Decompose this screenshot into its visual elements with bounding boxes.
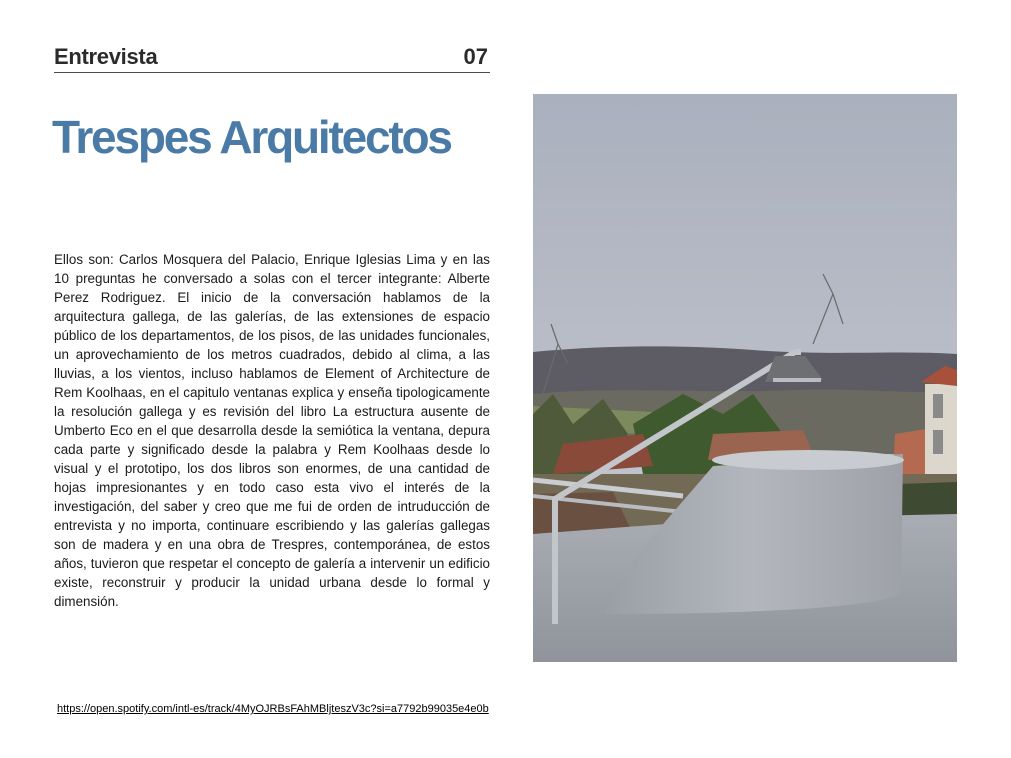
article-body: Ellos son: Carlos Mosquera del Palacio, Enrique Iglesias Lima y en las 10 preguntas he conversado a solas con el tercer integrante: Alberte Perez Rodriguez. El inicio de la conversación hablamos de la arquitectura gallega, de las galerías, de las extensiones de espacio público de los departamentos, de los pisos, de las unidades funcionales, un aprovechamiento de los metros cuadrados, debido al clima, a las lluvias, a los vientos, incluso hablamos de Element of Architecture de Rem Koolhaas, en el capitulo ventanas explica y enseña tipologicamente la resolución gallega y es revisión del libro La estructura ausente de Umberto Eco en el que desarrolla desde la semiótica la ventana, depura cada parte y significado desde la palabra y Rem Koolhaas desde lo visual y el prototipo, los dos libros son enormes, de una cantidad de hojas impresionantes y en todo caso esta vivo el interés de la investigación, del saber y creo que me fui de orden de intruducción de entrevista y no importa, continuare escribiendo y las galerías gallegas son de madera y en una obra de Trespres, contemporánea, de estos años, tuvieron que respetar el concepto de galería a intervenir un edificio existe, reconstruir y producir la unidad urbana desde lo formal y dimensión. [54, 252, 490, 609]
section-label: Entrevista [54, 44, 158, 69]
architecture-photo [533, 94, 957, 662]
article-title: Trespes Arquitectos [52, 111, 451, 163]
page-header [54, 42, 490, 73]
page-number: 07 [463, 44, 488, 69]
spotify-link[interactable]: https://open.spotify.com/intl-es/track/4MyOJRBsFAhMBljteszV3c?si=a7792b99035e4e0b [57, 703, 489, 715]
